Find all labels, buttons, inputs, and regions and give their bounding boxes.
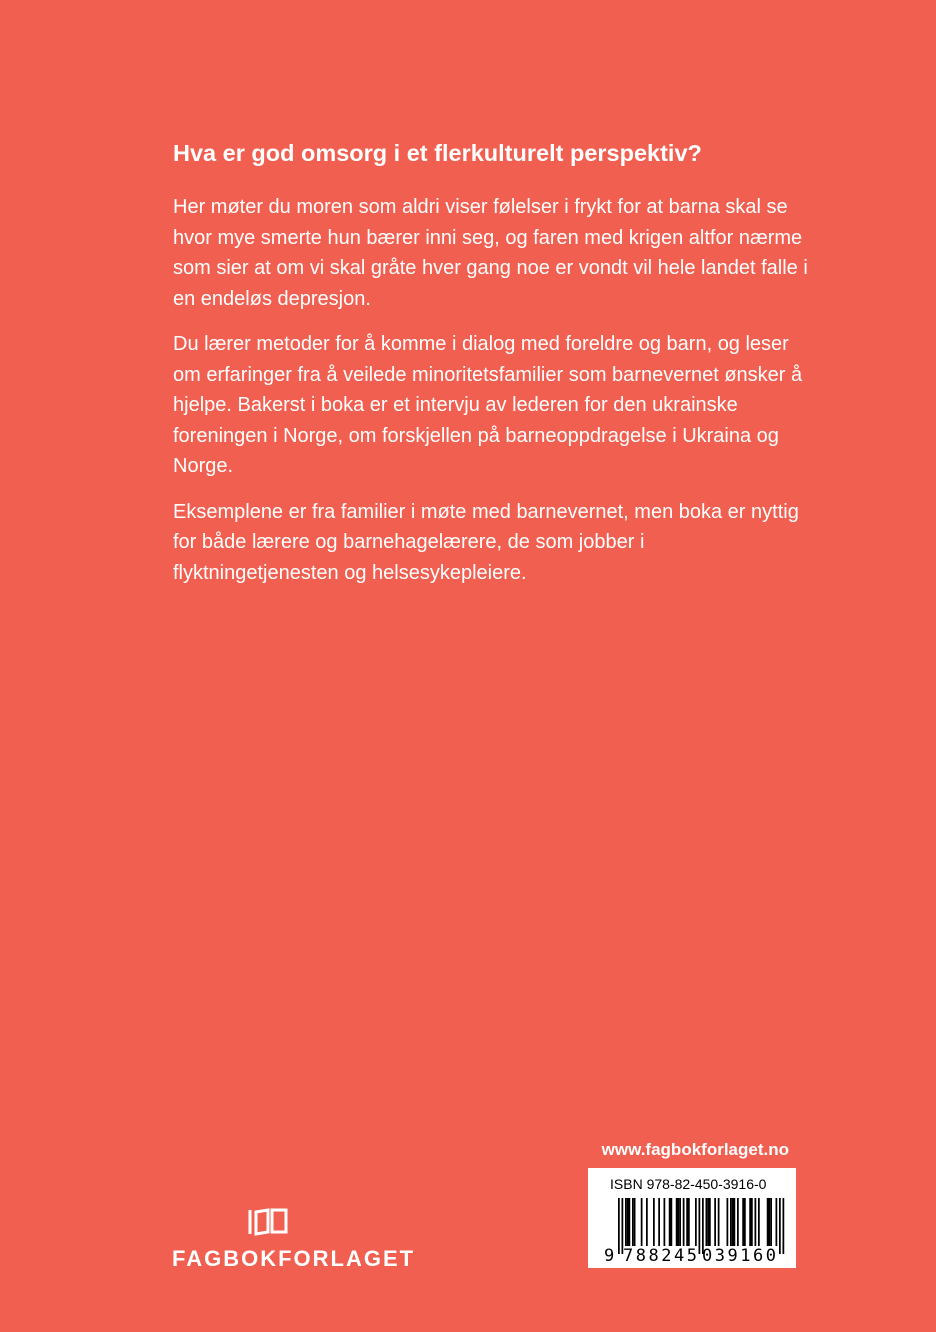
barcode-bar — [658, 1198, 660, 1246]
barcode-bar — [737, 1198, 739, 1246]
back-cover-text — [173, 138, 813, 603]
barcode-left-digits: 788245 — [623, 1246, 697, 1266]
barcode-bar — [744, 1198, 746, 1246]
barcode-bar — [632, 1198, 634, 1246]
heading: Hva er god omsorg i et flerkulturelt perspektiv? — [173, 140, 702, 166]
barcode-bar — [707, 1198, 709, 1246]
barcode-bar — [706, 1198, 708, 1246]
barcode-bar — [767, 1198, 769, 1246]
publisher-logo — [172, 1204, 415, 1272]
barcode-bar — [714, 1198, 716, 1246]
publisher-name: FAGBOKFORLAGET — [172, 1246, 416, 1271]
barcode-bar — [671, 1198, 673, 1246]
barcode-bar — [727, 1198, 729, 1246]
barcode-bar — [678, 1198, 680, 1246]
barcode-bar — [646, 1198, 648, 1246]
barcode-bar — [627, 1198, 629, 1246]
barcode-bar — [758, 1198, 760, 1246]
barcode-graphic — [588, 1168, 796, 1268]
barcode-bar — [653, 1198, 655, 1246]
barcode-bar — [641, 1198, 643, 1246]
barcode-bar — [679, 1198, 681, 1246]
barcode-bar — [742, 1198, 744, 1246]
barcode-bar — [749, 1198, 751, 1246]
website-link[interactable]: www.fagbokforlaget.no — [601, 1140, 789, 1159]
barcode-bar — [751, 1198, 753, 1246]
barcode-bar — [730, 1198, 732, 1246]
barcode-bar — [718, 1198, 720, 1246]
barcode-bar — [634, 1198, 636, 1246]
barcode-bar — [709, 1198, 711, 1246]
barcode-bar — [783, 1198, 785, 1254]
paragraph-3: Eksemplene er fra familier i møte med barnevernet, men boka er nyttig for både lærere og barnehagelærere, de som jobber i flyktningetjenesten og helsesykepleiere. — [173, 500, 799, 584]
paragraph-2: Du lærer metoder for å komme i dialog med foreldre og barn, og leser om erfaringer fra å veilede minoritetsfamilier som barnevernet ønsker å hjelpe. Bakerst i boka er et intervju av lederen for den ukrainske foreningen i Norge, om forskjellen på barneoppdragelse i Ukraina og Norge. — [173, 333, 803, 477]
barcode — [588, 1168, 796, 1268]
barcode-bar — [769, 1198, 771, 1246]
barcode-bar — [776, 1198, 778, 1246]
paragraph-1: Her møter du moren som aldri viser følelser i frykt for at barna skal se hvor mye smerte hun bærer inni seg, og faren med krigen altfor nærme som sier at om vi skal gråte hver gang noe er vondt vil hele landet falle i en endeløs depresjon. — [173, 196, 808, 310]
barcode-bar — [618, 1198, 620, 1254]
barcode-bar — [629, 1198, 631, 1246]
barcode-bar — [688, 1198, 690, 1246]
barcode-bar — [755, 1198, 757, 1246]
isbn-label: ISBN 978-82-450-3916-0 — [610, 1176, 767, 1192]
barcode-right-digits: 039160 — [702, 1246, 776, 1266]
barcode-bar — [676, 1198, 678, 1246]
barcode-bar — [734, 1198, 736, 1246]
book-logo-icon — [172, 1204, 372, 1240]
barcode-bar — [695, 1198, 697, 1246]
barcode-bar — [664, 1198, 666, 1246]
barcode-bar — [683, 1198, 685, 1246]
barcode-bar — [669, 1198, 671, 1246]
barcode-bar — [779, 1198, 781, 1254]
barcode-bar — [699, 1198, 701, 1254]
barcode-bar — [625, 1198, 627, 1246]
barcode-bar — [686, 1198, 688, 1246]
barcode-bar — [732, 1198, 734, 1246]
barcode-bar — [770, 1198, 772, 1246]
barcode-first-digit: 9 — [604, 1246, 615, 1266]
